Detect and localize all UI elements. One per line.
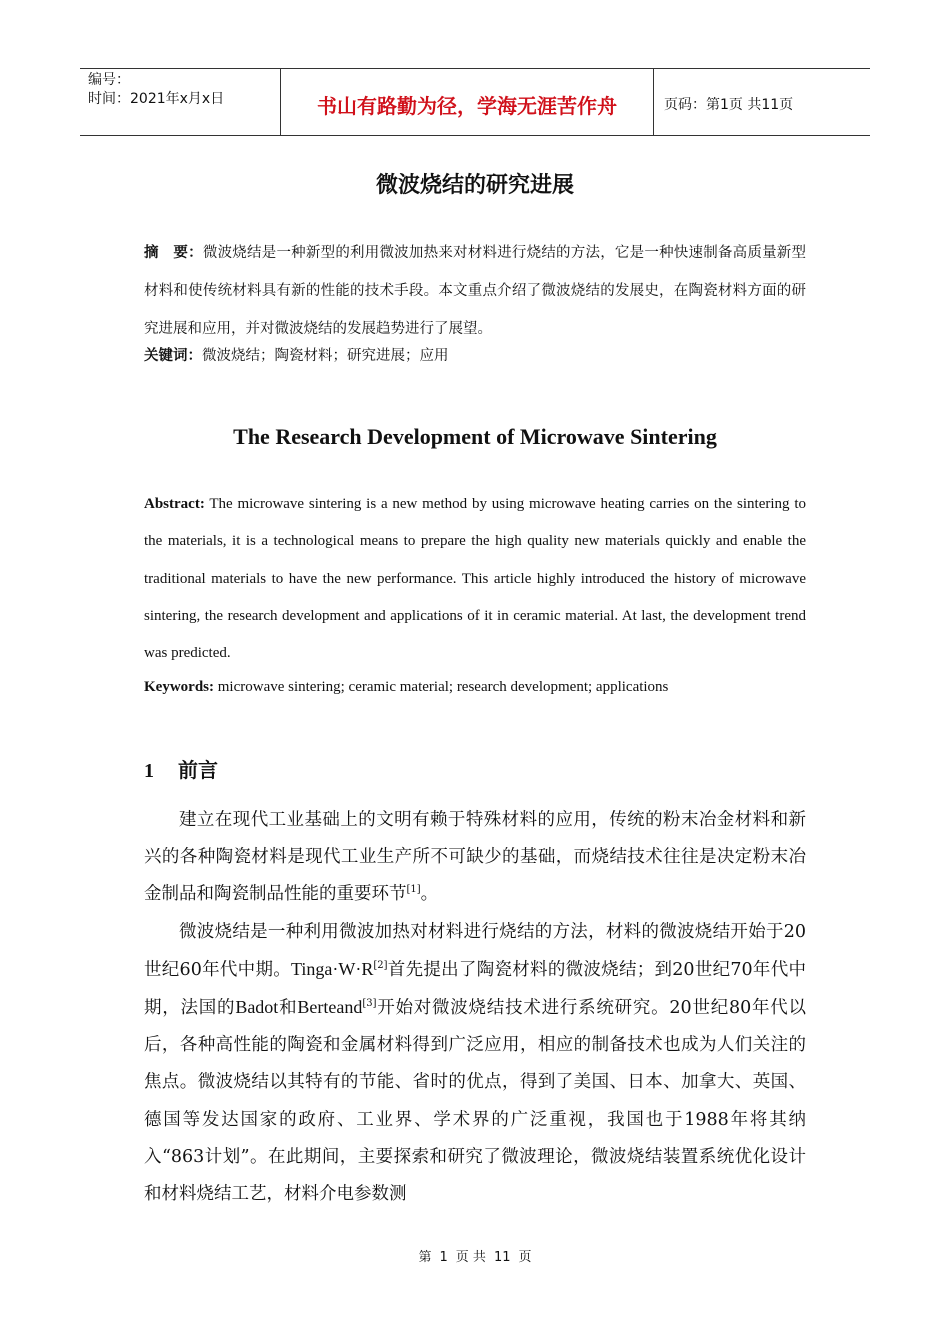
header-meta (80, 69, 281, 135)
author-name-tinga: Tinga·W·R (291, 958, 374, 979)
paragraph-2-part-b: 首先提出了陶瓷材料的微波烧结；到20世纪70年代中期，法国的 (144, 959, 806, 1019)
footer-total-pages: 11 (493, 1250, 511, 1265)
citation-2: [2] (373, 959, 388, 971)
english-title: The Research Development of Microwave Sintering (233, 424, 717, 449)
section-title: 前言 (178, 758, 218, 782)
author-name-badot: Badot (235, 997, 279, 1018)
english-keywords-label: Keywords: (144, 679, 214, 695)
chinese-keywords-text: 微波烧结；陶瓷材料；研究进展；应用 (202, 348, 449, 364)
citation-3: [3] (362, 998, 377, 1010)
english-abstract (144, 486, 806, 672)
time-label: 时间：2021年x月x日 (88, 91, 225, 107)
section-heading (144, 754, 806, 783)
chinese-abstract (144, 234, 806, 348)
paragraph-1-end: 。 (420, 884, 439, 905)
page-footer (0, 1246, 950, 1265)
english-keywords (144, 675, 806, 699)
english-abstract-label: Abstract: (144, 496, 205, 512)
paragraph-2-part-d: 开始对微波烧结技术进行系统研究。20世纪80年代以后，各种高性能的陶瓷和金属材料得到广泛应用，相应的制备技术也成为人们关注的焦点。微波烧结以其特有的节能、省时的优点，得到了美国、日本、加拿大、英国、德国等发达国家的政府、工业界、学术界的广泛重视，我国也于1988年将其纳入“863计划”。在此期间，主要探索和研究了微波理论，微波烧结装置系统优化设计和材料烧结工艺，材料介电参数测 (144, 998, 807, 1205)
footer-middle: 页 共 (455, 1250, 486, 1265)
section-body (144, 802, 806, 1213)
chinese-title: 微波烧结的研究进展 (375, 173, 574, 198)
chinese-keywords (144, 344, 806, 368)
author-name-berteand: Berteand (297, 997, 363, 1018)
footer-suffix: 页 (518, 1250, 532, 1265)
paragraph-2 (144, 914, 806, 1214)
paragraph-1 (144, 802, 806, 914)
header-motto: 书山有路勤为径，学海无涯苦作舟 (281, 69, 654, 135)
page-header (80, 68, 870, 136)
paragraph-2-part-a: 微波烧结是一种利用微波加热对材料进行烧结的方法，材料的微波烧结开始于20世纪60年代中期。 (144, 921, 806, 980)
chinese-keywords-label: 关键词： (144, 348, 202, 364)
section-number: 1 (144, 760, 154, 782)
english-keywords-text: microwave sintering; ceramic material; research development; applications (214, 679, 669, 695)
english-abstract-text: The microwave sintering is a new method by using microwave heating carries on the sintering to the materials, it is a technological means to prepare the high quality new materials quickly and enable the traditional materials to have the new performance. This article highly introduced the history of microwave sintering, the research development and applications of it in ceramic material. At last, the development trend was predicted. (144, 496, 806, 662)
paragraph-1-text: 建立在现代工业基础上的文明有赖于特殊材料的应用，传统的粉末冶金材料和新兴的各种陶瓷材料是现代工业生产所不可缺少的基础，而烧结技术往往是决定粉末冶金制品和陶瓷制品性能的重要环节 (144, 810, 806, 905)
footer-prefix: 第 (418, 1250, 432, 1265)
citation-1: [1] (406, 884, 421, 896)
footer-page-number: 1 (439, 1250, 448, 1265)
serial-number-label: 编号： (88, 72, 130, 88)
header-page-info: 页码：第1页 共11页 (664, 97, 794, 113)
paragraph-2-part-c: 和 (278, 998, 298, 1019)
chinese-abstract-label: 摘 要： (144, 245, 203, 261)
chinese-abstract-text: 微波烧结是一种新型的利用微波加热来对材料进行烧结的方法，它是一种快速制备高质量新型材料和使传统材料具有新的性能的技术手段。本文重点介绍了微波烧结的发展史，在陶瓷材料方面的研究进展和应用，并对微波烧结的发展趋势进行了展望。 (144, 245, 807, 337)
